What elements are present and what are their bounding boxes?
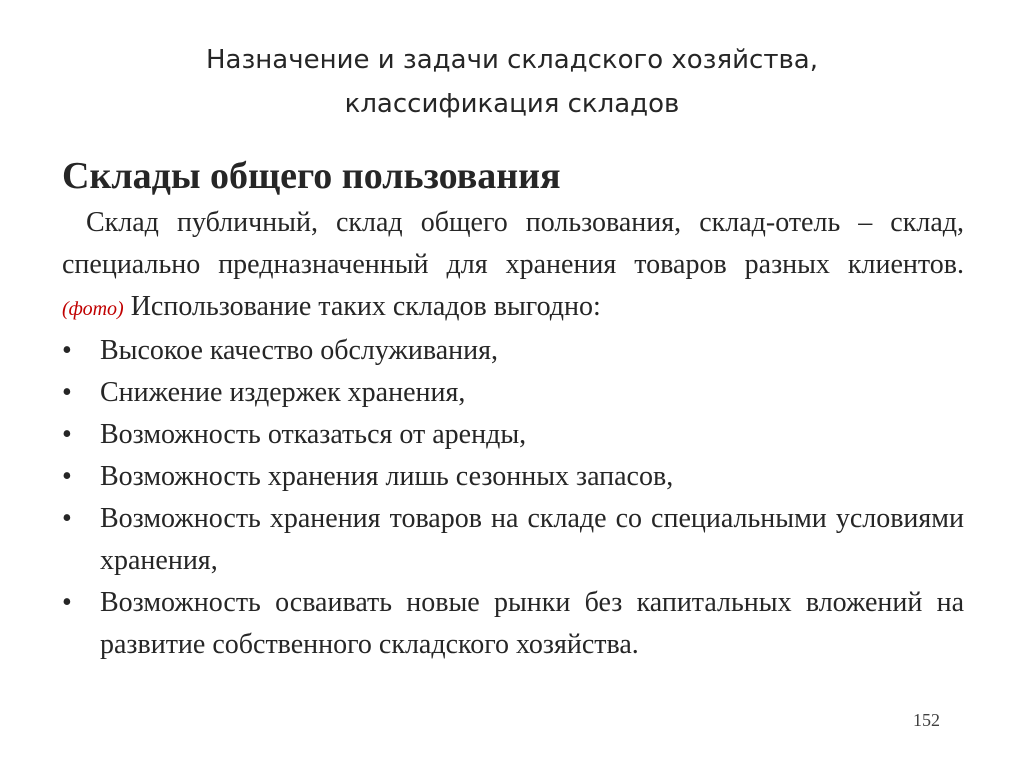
slide-title-line-2: классификация складов [344, 89, 680, 119]
slide-body [62, 202, 964, 666]
intro-paragraph [62, 202, 964, 330]
list-item: • Возможность хранения товаров на складе со специальными условиями хранения, [62, 498, 964, 582]
list-item: • Снижение издержек хранения, [62, 372, 964, 414]
intro-text: Склад публичный, склад общего пользования, склад-отель – склад, специально предназначенный для хранения товаров разных клиентов. [62, 207, 964, 280]
photo-link[interactable]: (фото) [62, 298, 124, 320]
list-item: • Высокое качество обслуживания, [62, 330, 964, 372]
slide-title [60, 38, 964, 126]
slide-title-line-1: Назначение и задачи складского хозяйства, [206, 45, 818, 75]
intro-text-after: Использование таких складов выгодно: [130, 291, 601, 322]
list-item: • Возможность осваивать новые рынки без капитальных вложений на развитие собственного складского хозяйства. [62, 582, 964, 666]
section-heading: Склады общего пользования [62, 155, 561, 197]
list-item: • Возможность отказаться от аренды, [62, 414, 964, 456]
list-item: • Возможность хранения лишь сезонных запасов, [62, 456, 964, 498]
page-number: 152 [913, 710, 940, 730]
benefits-list [62, 330, 964, 666]
